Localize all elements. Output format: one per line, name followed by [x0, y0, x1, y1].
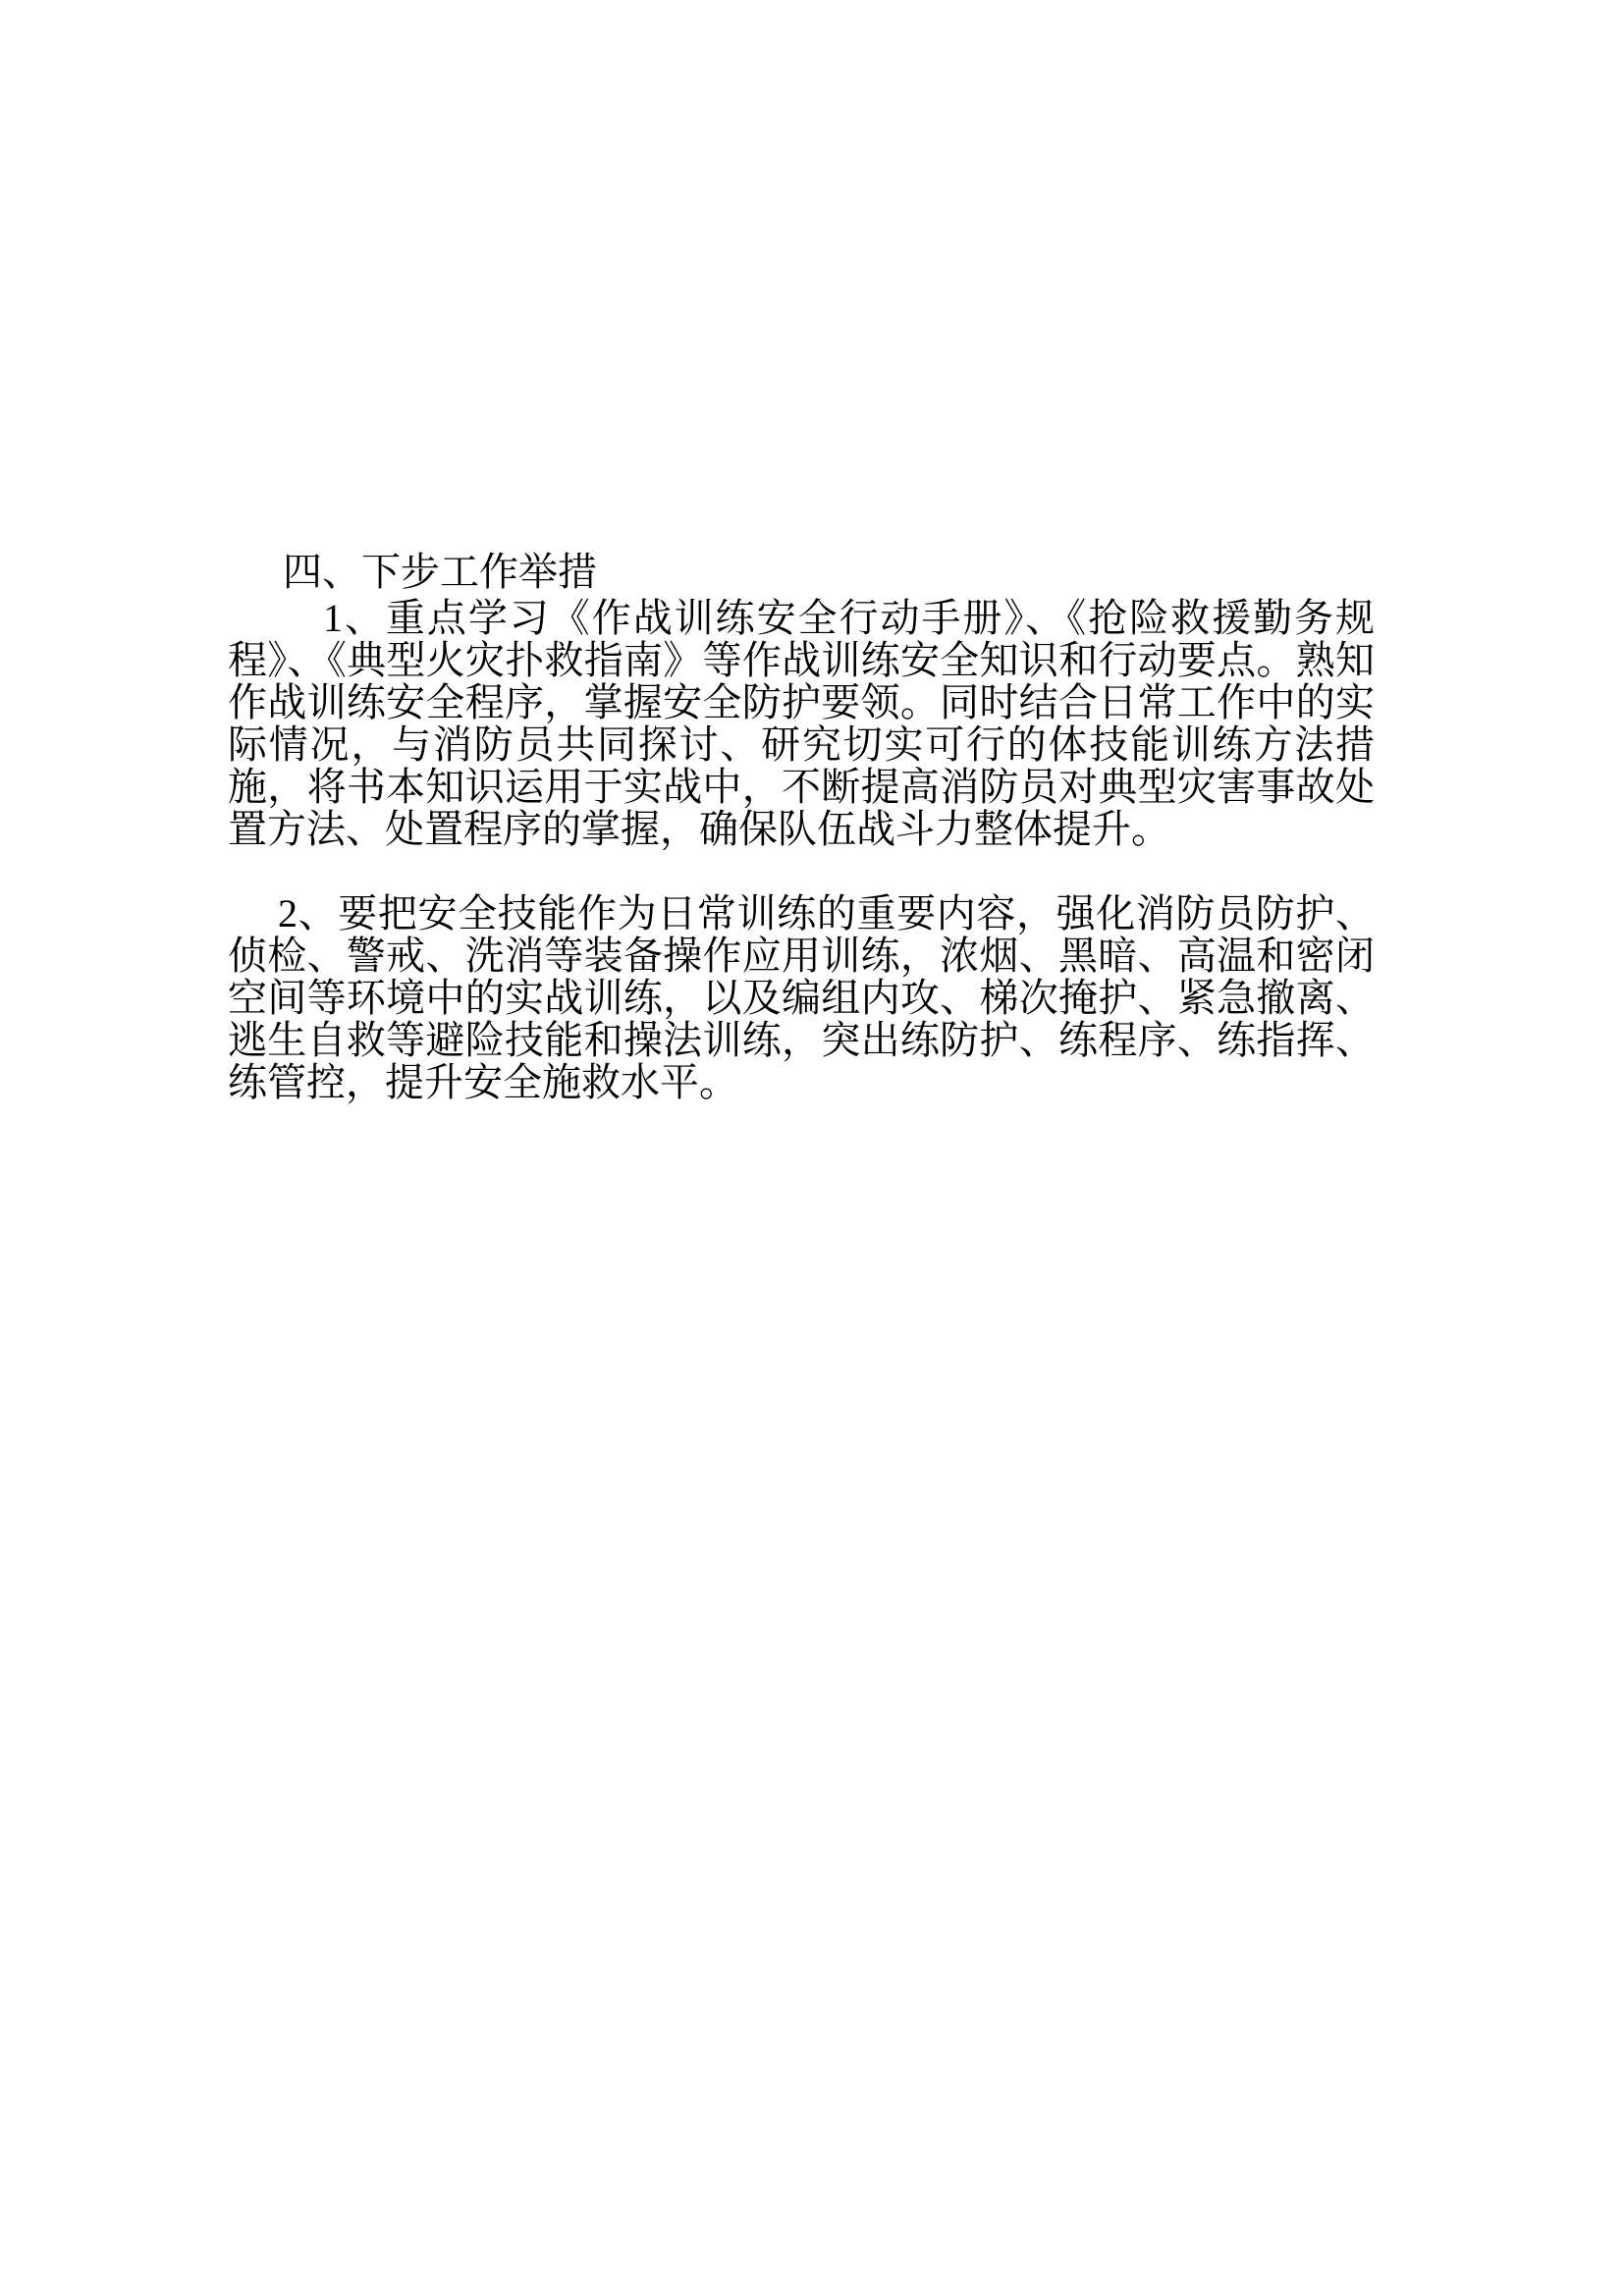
- paragraph-work-measure-1: 1、重点学习《作战训练安全行动手册》、《抢险救援勤务规程》、《典型火灾扑救指南》等作战训练安全知识和行动要点。熟知作战训练安全程序，掌握安全防护要领。同时结合日常工作中的实际情况，与消防员共同探讨、研究切实可行的体技能训练方法措施，将书本知识运用于实战中，不断提高消防员对典型灾害事故处置方法、处置程序的掌握，确保队伍战斗力整体提升。: [228, 596, 1375, 851]
- paragraph-work-measure-2: 2、要把安全技能作为日常训练的重要内容，强化消防员防护、侦检、警戒、洗消等装备操作应用训练，浓烟、黑暗、高温和密闭空间等环境中的实战训练，以及编组内攻、梯次掩护、紧急撤离、逃生自救等避险技能和操法训练，突出练防护、练程序、练指挥、练管控，提升安全施救水平。: [228, 891, 1375, 1104]
- section-heading: 四、下步工作举措: [283, 550, 597, 594]
- document-text-block: [228, 551, 1375, 1103]
